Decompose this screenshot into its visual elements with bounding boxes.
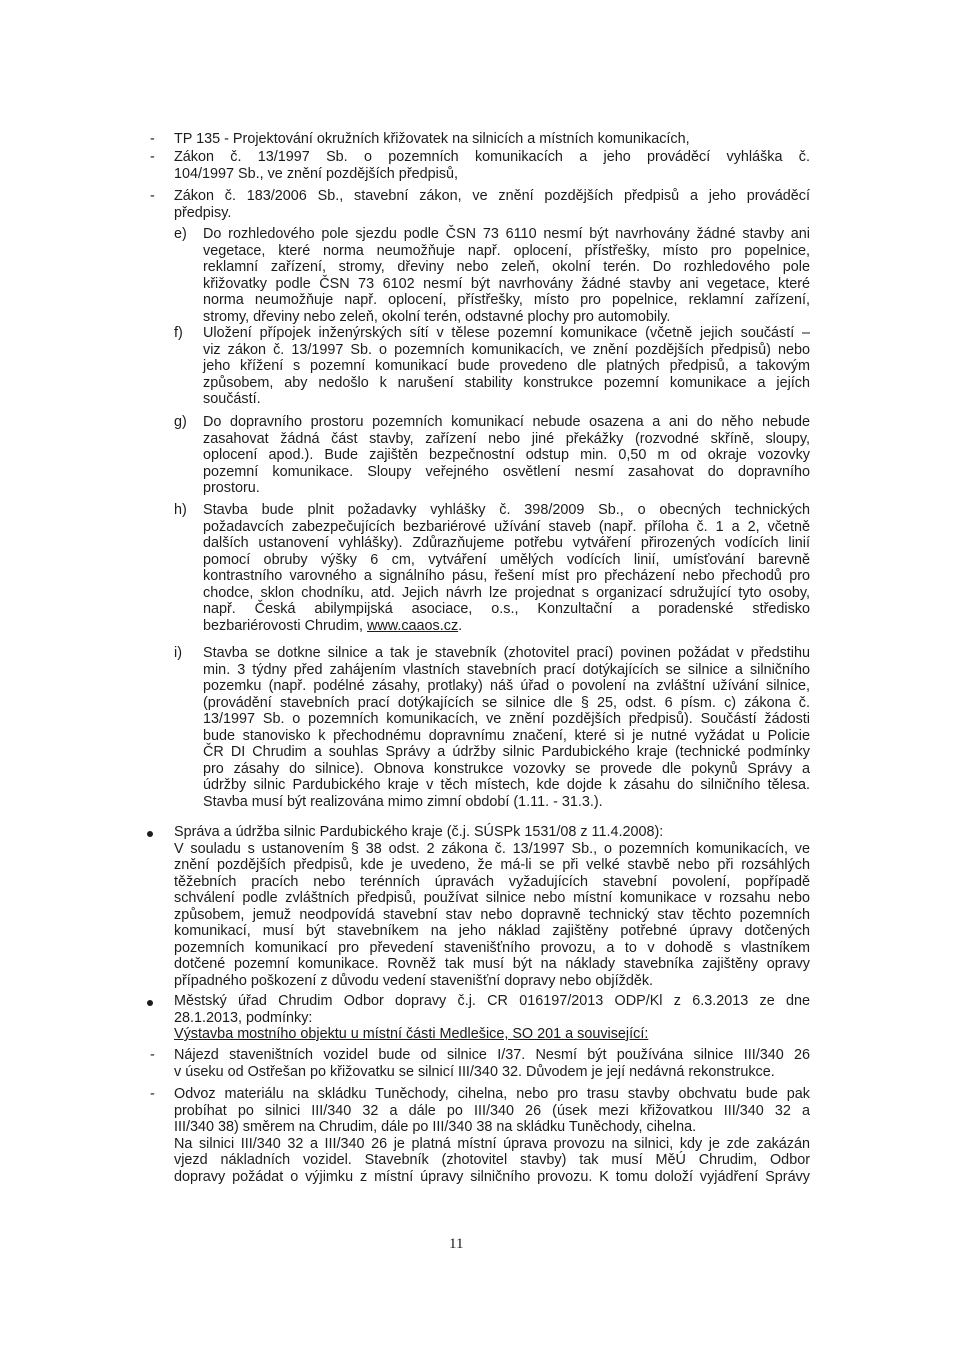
text-line: III/340 38) směrem na Chrudim, dále po III/340 38 na skládku Tuněchody, cihelna. [174,1119,697,1135]
text-line: jeho křížení s pozemní komunikací bude provedeno dle platných předpisů, a takovým [203,358,810,374]
text-line: Odvoz materiálu na skládku Tuněchody, cihelna, nebo pro trasu stavby obchvatu bude pak [174,1086,810,1102]
text-line: Do dopravního prostoru pozemních komunikací nebude osazena a ani do něho nebude [203,414,810,430]
list-item [174,149,810,182]
text-line: znění pozdějších předpisů, kde je uvedeno, že má-li se při velké stavbě nebo při rozsáhlých [174,857,810,873]
text-line: Stavba bude plnit požadavky vyhlášky č. 398/2009 Sb., o obecných technických [203,502,810,518]
list-item [174,188,810,221]
text-line: kontrastního varovného a signálního pásu, řešení míst pro přecházení nebo přechodů pro [203,568,810,584]
text-line: v úseku od Ostřešan po křižovatku se silnicí III/340 32. Důvodem je její nedávná rekonstrukce. [174,1063,775,1080]
text-line: oplocení apod.). Bude zajištěn bezpečnostní odstup min. 0,50 m od okraje vozovky [203,447,810,463]
text-line: chodce, sklon chodníku, atd. Jejich návrh lze projednat s organizací sdružující tyto osoby, [203,584,810,601]
text-line: Na silnici III/340 32 a III/340 26 je platná místní úprava provozu na silnici, kdy je zde zakázán [174,1135,810,1152]
list-item [174,824,810,989]
text-line: případného poškození z důvodu vedení stavenišťní dopravy nebo objížděk. [174,972,654,989]
item-marker: h) [174,502,187,518]
text-line: pozemních komunikací pro převedení stavenišťního provozu, a to v dohodě s vlastníkem [174,939,810,956]
text-line: Zákon č. 183/2006 Sb., stavební zákon, ve znění pozdějších předpisů a jeho prováděcí [174,188,810,204]
text-line: min. 3 týdny před zahájením vlastních stavebních prací dotýkajících se silnice a silničního [203,661,810,678]
list-item [174,993,810,1043]
text-line: dotčené pozemní komunikace. Rovněž tak musí být na náklady stavebníka zajištěny opravy [174,956,810,972]
bullet-dot [147,1000,153,1006]
list-item [203,645,810,810]
text-line: Správa a údržba silnic Pardubického kraje (č.j. SÚSPk 1531/08 z 11.4.2008): [174,824,664,840]
dash-marker: - [150,188,155,204]
text-line: předpisy. [174,204,232,221]
dash-marker: - [150,131,155,147]
text-line: bude stanovisko k přechodnému dopravnímu značení, které si je nutné vyžádat u Policie [203,727,810,744]
text-line: 104/1997 Sb., ve znění pozdějších předpisů, [174,165,459,182]
text-line: zasahovat žádná část stavby, zařízení nebo jiné překážky (rozvodné skříně, sloupy, [203,430,810,447]
text-line: způsobem, aby nedošlo k narušení stability konstrukce pozemní komunikace a jejích [203,374,810,391]
text-line: vegetace, které norma neumožňuje např. oplocení, přístřešky, místo pro popelnice, [203,242,810,259]
item-marker: i) [174,645,182,661]
item-marker: g) [174,414,187,430]
text-line: Nájezd staveništních vozidel bude od silnice I/37. Nesmí být používána silnice III/340 26 [174,1047,810,1063]
text-line: těžebních pracích nebo terénních úpravách vyžadujících stavební povolení, popřípadě [174,873,810,890]
dash-marker: - [150,1086,155,1102]
text-line: viz zákon č. 13/1997 Sb. o pozemních komunikacích, ve znění pozdějších předpisů) nebo [203,341,810,358]
list-item [203,325,810,408]
dash-marker: - [150,1047,155,1063]
text-line: pro zásahy do silnice). Obnova konstrukce vozovky se provede dle pokynů Správy a [203,760,810,777]
text-line: reklamní zařízení, stromy, dřeviny nebo zeleň, okolní terén. Do rozhledového pole [203,259,810,275]
text-line: např. Česká abilympijská asociace, o.s., Konzultační a poradenské středisko [203,601,810,617]
list-item [174,1047,810,1080]
list-item [174,131,810,148]
list-item [203,226,810,325]
text-line: komunikací, musí být stavebníkem na jeho náklad zajištěny potřebné úpravy dotčených [174,923,810,939]
text-line: TP 135 - Projektování okružních křižovatek na silnicích a místních komunikacích, [174,131,690,147]
text-line: pozemní komunikace. Sloupy veřejného osvětlení nesmí zasahovat do dopravního [203,463,810,480]
text-line: prostoru. [203,480,260,496]
list-item [203,414,810,497]
text-line: Stavba musí být realizována mimo zimní období (1.11. - 31.3.). [203,793,603,810]
text-line: dalších ustanovení vyhlášky). Zdůrazňujeme potřebu vytváření přirozených vodících linií [203,535,810,551]
text-line: pomocí obruby výšky 6 cm, vytváření umělých vodících linií, umísťování barevně [203,551,810,568]
website-link[interactable]: www.caaos.cz [366,617,459,634]
text-line: stromy, dřeviny nebo zeleň, okolní terén, odstavné plochy pro automobily. [203,308,671,325]
text-line: součástí. [203,391,261,407]
page-number: 11 [449,1236,464,1252]
text-line: probíhat po silnici III/340 32 a dále po III/340 26 (úsek mezi křižovatkou III/340 32 a [174,1102,810,1119]
text-line: požadavcích zabezpečujících bezbariérové užívání staveb (např. příloha č. 1 a 2, včetně [203,518,810,535]
text-line: dopravy požádat o výjimku z místní úpravy silničního provozu. K tomu doloží vyjádření Správy [174,1168,810,1185]
text-line: vjezd nákladních vozidel. Stavebník (zhotovitel stavby) tak musí MěÚ Chrudim, Odbor [174,1152,810,1168]
text-segment: . [458,617,463,634]
section-heading: Výstavba mostního objektu u místní části Medlešice, SO 201 a související: [174,1026,649,1042]
bullet-dot [147,831,153,837]
text-line: 28.1.2013, podmínky: [174,1009,313,1026]
text-line: V souladu s ustanovením § 38 odst. 2 zákona č. 13/1997 Sb., o pozemních komunikacích, ve [174,840,810,857]
text-line: způsobem, jemuž neodpovídá stavební stav nebo dopravně technický stav těchto pozemních [174,906,810,923]
text-line: Zákon č. 13/1997 Sb. o pozemních komunikacích a jeho prováděcí vyhláška č. [174,149,810,165]
dash-marker: - [150,149,155,165]
text-line: údržby silnic Pardubického kraje v těch místech, kde dojde k zásahu do silničního tělesa. [203,777,810,793]
text-segment: bezbariérovosti Chrudim, [203,617,367,634]
text-line: ČR DI Chrudim a souhlas Správy a údržby silnic Pardubického kraje (technické podmínky [203,744,810,760]
text-line: Uložení přípojek inženýrských sítí v tělese pozemní komunikace (včetně jejich součástí – [203,325,810,341]
text-line: Stavba se dotkne silnice a tak je stavebník (zhotovitel prací) povinen požádat v předstihu [203,645,810,661]
list-item [174,1086,810,1185]
text-line: Do rozhledového pole sjezdu podle ČSN 73 6110 nesmí být navrhovány žádné stavby ani [203,226,810,242]
text-line: (provádění stavebních prací dotýkajících se silnice dle § 25, odst. 6 písm. c) zákona č. [203,694,810,711]
text-line [203,618,810,635]
text-line: schválení podle zvláštních předpisů, používat silnice nebo místní komunikace v rozsahu nebo [174,890,810,906]
text-line: křižovatky podle ČSN 73 6102 nesmí být navrhovány žádné stavby ani vegetace, které [203,275,810,292]
item-marker: f) [174,325,183,341]
text-line: 13/1997 Sb. o pozemních komunikacích, ve znění pozdějších předpisů). Součástí žádosti [203,711,810,727]
text-line: norma neumožňuje např. oplocení, přístřešky, místo pro popelnice, reklamní zařízení, [203,292,810,308]
text-line: Městský úřad Chrudim Odbor dopravy č.j. CR 016197/2013 ODP/Kl z 6.3.2013 ze dne [174,993,810,1009]
list-item [203,502,810,634]
item-marker: e) [174,226,187,242]
text-line: pozemku (např. podélné zásahy, protlaky) náš úřad o povolení na zvláštní užívání silnice, [203,678,810,694]
